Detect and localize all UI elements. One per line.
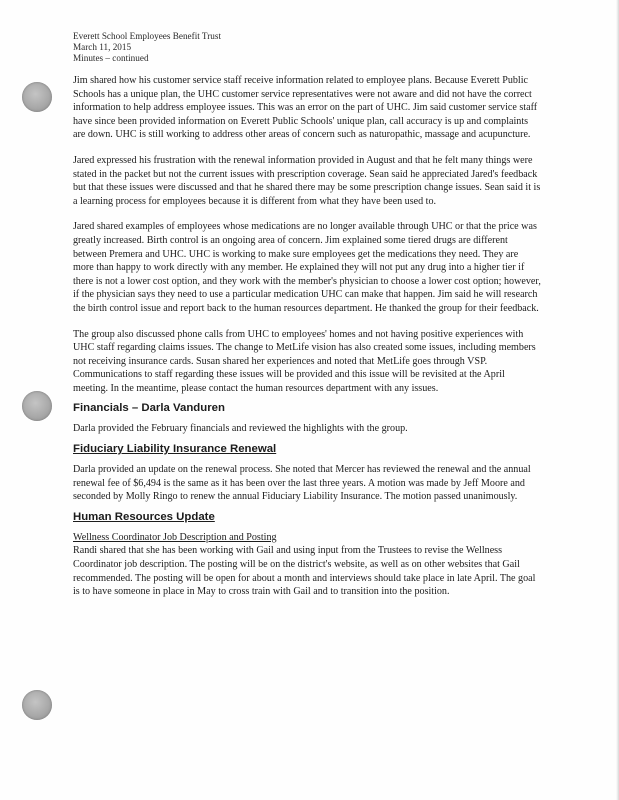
paragraph-phone-calls: The group also discussed phone calls from UHC to employees' homes and not having positive experiences with UHC staff regarding claims issues. The change to MetLife vision has also created some issues, including members not receiving insurance cards. Susan shared her experiences and noted that MetLife goes through VSP. Communications to staff regarding these issues will be provided and this issue will be revisited at the April meeting. In the meantime, please contact the human resources department with any issues.	[73, 328, 536, 394]
paragraph-renewal-frustration: Jared expressed his frustration with the renewal information provided in August and that he felt many things were stated in the packet but not the current issues with prescription coverage. Sean said he appreciated Jared's feedback but that these issues were discussed and that he shared there may be some prescription change issues. Sean said it is a learning process for employees because it is different from what they have been used to.	[73, 154, 541, 207]
paragraph-wellness-coordinator: Randi shared that she has been working with Gail and using input from the Trustees to revise the Wellness Coordinator job description. The posting will be on the district's website, as well as on other websites that Gail recommended. The posting will be open for about a month and interviews should take place in late April. The goal is to have someone in place in May to cross train with Gail and to transition into the position.	[73, 545, 536, 598]
heading-human-resources: Human Resources Update	[73, 510, 215, 523]
binder-hole-middle	[22, 391, 52, 421]
heading-fiduciary: Fiduciary Liability Insurance Renewal	[73, 443, 277, 456]
paragraph-financials: Darla provided the February financials and reviewed the highlights with the group.	[73, 423, 408, 435]
binder-hole-bottom	[22, 690, 52, 720]
paragraph-customer-service: Jim shared how his customer service staff receive information related to employee plans. Because Everett Public Schools has a unique plan, the UHC customer service representatives were not aware and did not have the correct information to help address employee issues. This was an error on the part of UHC. Jim said customer service staff have since been provided information on Everett Public Schools' unique plan, call accuracy is up and complaints are down. UHC is still working to address other areas of concern such as naturopathic, massage and acupuncture.	[73, 75, 538, 141]
paragraph-medications: Jared shared examples of employees whose medications are no longer available through UHC or that the price was greatly increased. Birth control is an ongoing area of concern. Jim explained some tiered drugs are different between Premera and UHC. UHC is working to make sure employees get the medications they need. They are more than happy to work directly with any member. He explained they will not put any drug into a higher tier if there is not a lower cost option, and they work with the member's physician to choose a lower cost option; however, if the physician says they need to use a particular medication UHC can make that happen. Jim said he will research the birth control issue and report back to the human resources department. He thanked the group for their feedback.	[73, 221, 541, 314]
binder-hole-top	[22, 82, 52, 112]
paragraph-fiduciary: Darla provided an update on the renewal process. She noted that Mercer has reviewed the renewal and the annual renewal fee of $6,494 is the same as it has been over the last three years. A motion was made by Jeff Moore and seconded by Molly Ringo to renew the annual Fiduciary Liability Insurance. The motion passed unanimously.	[73, 464, 531, 503]
header-continued: Minutes – continued	[73, 53, 149, 63]
heading-financials: Financials – Darla Vanduren	[73, 402, 225, 415]
header-organization: Everett School Employees Benefit Trust	[73, 31, 222, 41]
header-date: March 11, 2015	[73, 42, 132, 52]
subheading-wellness-coordinator: Wellness Coordinator Job Description and Posting	[73, 531, 277, 543]
document-header	[73, 31, 221, 64]
minutes-body	[73, 74, 541, 599]
